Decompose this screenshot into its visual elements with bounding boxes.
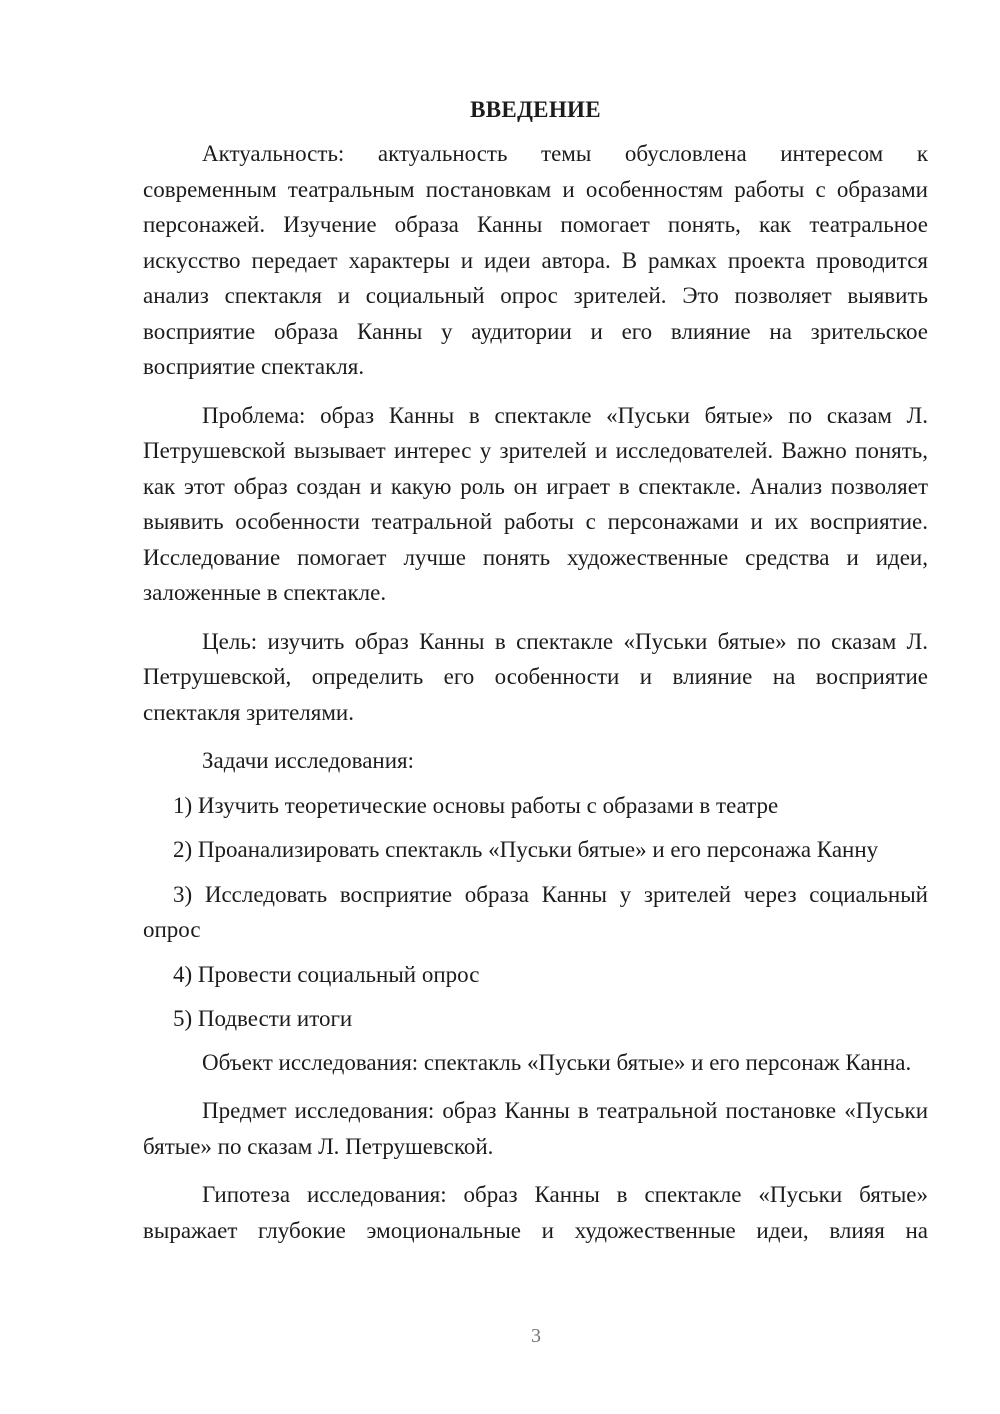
page-body [143, 92, 928, 1248]
page-number: 3 [531, 1325, 541, 1347]
task-item: 3) Исследовать восприятие образа Канны у зрителей через социальный опрос [143, 881, 928, 942]
subject-paragraph: Предмет исследования: образ Канны в театральной постановке «Пуськи бятые» по сказам Л. Петрушевской. [143, 1098, 928, 1159]
hypothesis-paragraph: Гипотеза исследования: образ Канны в спектакле «Пуськи бятые» выражает глубокие эмоциональные и художественные идеи, влияя на [143, 1182, 928, 1243]
relevance-paragraph: Актуальность: актуальность темы обусловлена интересом к современным театральным постановкам и особенностям работы с образами персонажей. Изучение образа Канны помогает понять, как театральное искусство передает характеры и идеи автора. В рамках проекта проводится анализ спектакля и социальный опрос зрителей. Это позволяет выявить восприятие образа Канны у аудитории и его влияние на зрительское восприятие спектакля. [143, 141, 928, 379]
tasks-heading: Задачи исследования: [202, 748, 415, 773]
object-paragraph: Объект исследования: спектакль «Пуськи бятые» и его персонаж Канна. [202, 1049, 912, 1075]
task-item: 4) Провести социальный опрос [173, 961, 480, 987]
goal-paragraph: Цель: изучить образ Канны в спектакле «Пуськи бятые» по сказам Л. Петрушевской, определить его особенности и влияние на восприятие спектакля зрителями. [143, 628, 928, 725]
task-item: 2) Проанализировать спектакль «Пуськи бятые» и его персонажа Канну [173, 837, 879, 862]
task-item: 1) Изучить теоретические основы работы с образами в театре [173, 792, 779, 818]
problem-paragraph: Проблема: образ Канны в спектакле «Пуськи бятые» по сказам Л. Петрушевской вызывает интерес у зрителей и исследователей. Важно понять, как этот образ создан и какую роль он играет в спектакле. Анализ позволяет выявить особенности театральной работы с персонажами и их восприятие. Исследование помогает лучше понять художественные средства и идеи, заложенные в спектакле. [143, 402, 928, 605]
page-title: ВВЕДЕНИЕ [470, 97, 601, 122]
task-item: 5) Подвести итоги [173, 1006, 353, 1031]
